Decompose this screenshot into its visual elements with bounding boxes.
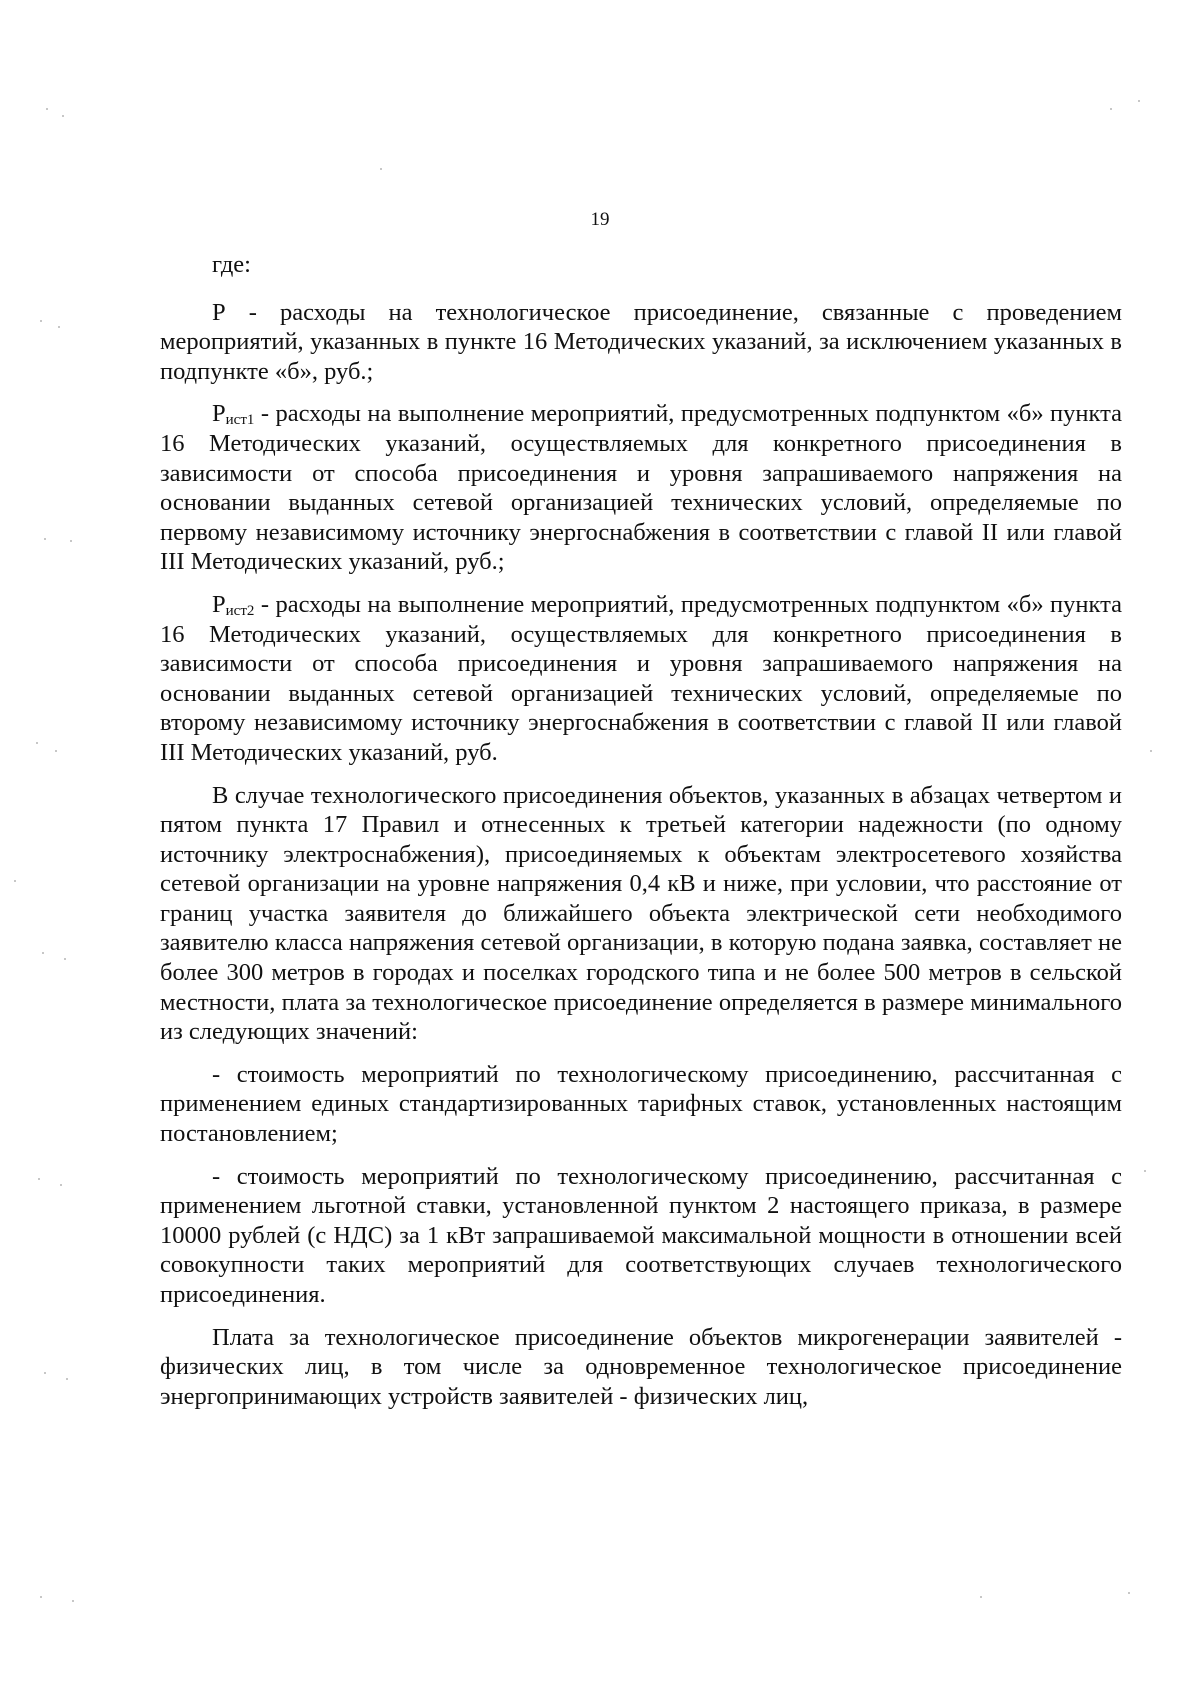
term-p-ist2 [212,591,254,618]
paragraph-cost-standard-rates: - стоимость мероприятий по технологическому присоединению, рассчитанная с применением единых стандартизированных тарифных ставок, установленных настоящим постановлением; [160,1060,1122,1148]
paragraph-connection-case: В случае технологического присоединения объектов, указанных в абзацах четвертом и пятом пункта 17 Правил и отнесенных к третьей категории надежности (по одному источнику электроснабжения), присоединяемых к объектам электросетевого хозяйства сетевой организации на уровне напряжения 0,4 кВ и ниже, при условии, что расстояние от границ участка заявителя до ближайшего объекта электрической сети необходимого заявителю класса напряжения сетевой организации, в которую подана заявка, составляет не более 300 метров в городах и поселках городского типа и не более 500 метров в сельской местности, плата за технологическое присоединение определяется в размере минимального из следующих значений: [160,781,1122,1046]
paragraph-where: где: [212,251,251,278]
page-number: 19 [590,209,610,230]
scan-speck [55,750,57,752]
term-p-ist1-main: Р [212,400,226,428]
paragraph-p-definition: Р - расходы на технологическое присоединение, связанные с проведением мероприятий, указанных в пункте 16 Методических указаний, за исключением указанных в подпункте «б», руб.; [160,298,1122,385]
scan-speck [36,742,38,744]
paragraph-p-ist2-text: - расходы на выполнение мероприятий, предусмотренных подпунктом «б» пункта 16 Методических указаний, осуществляемых для конкретного присоединения в зависимости от способа присоединения и уровня запрашиваемого напряжения на основании выданных сетевой организацией технических условий, определяемые по второму независимому источнику энергоснабжения в соответствии с главой II или главой III Методических указаний, руб. [160,590,1122,766]
term-p-ist1 [212,400,254,427]
scan-speck [1110,108,1112,110]
scan-speck [62,115,64,117]
paragraph-p-ist1-text: - расходы на выполнение мероприятий, предусмотренных подпунктом «б» пункта 16 Методических указаний, осуществляемых для конкретного присоединения в зависимости от способа присоединения и уровня запрашиваемого напряжения на основании выданных сетевой организацией технических условий, определяемые по первому независимому источнику энергоснабжения в соответствии с главой II или главой III Методических указаний, руб.; [160,400,1122,576]
paragraph-p-ist1-definition [160,399,1122,577]
scan-speck [1150,750,1152,752]
scan-speck [60,1184,62,1186]
paragraph-p-ist2-definition [160,590,1122,768]
scan-speck [38,1178,40,1180]
scan-speck [40,320,42,322]
scan-speck [1138,100,1140,102]
scan-speck [64,958,66,960]
scan-speck [72,1600,74,1602]
scan-speck [44,538,46,540]
term-p-ist2-subscript: ист2 [225,602,255,619]
scan-speck [70,540,72,542]
scan-speck [1144,1170,1146,1172]
paragraph-cost-preferential-rate: - стоимость мероприятий по технологическому присоединению, рассчитанная с применением льготной ставки, установленной пунктом 2 настоящего приказа, в размере 10000 рублей (с НДС) за 1 кВт запрашиваемой максимальной мощности в отношении всей совокупности таких мероприятий для соответствующих случаев технологического присоединения. [160,1162,1122,1308]
paragraph-microgeneration-fee: Плата за технологическое присоединение объектов микрогенерации заявителей - физических лиц, в том числе за одновременное технологическое присоединение энергопринимающих устройств заявителей - физических лиц, [160,1323,1122,1410]
scan-speck [980,1596,982,1598]
scan-speck [380,168,382,170]
scan-speck [42,952,44,954]
scan-speck [66,1378,68,1380]
scan-speck [1128,1592,1130,1594]
scan-speck [58,326,60,328]
scan-speck [46,108,48,110]
term-p-ist2-main: Р [212,590,226,618]
scan-speck [14,880,16,882]
scan-speck [40,1596,42,1598]
term-p-ist1-subscript: ист1 [225,412,255,429]
document-body [160,250,1122,1424]
scan-speck [44,1372,46,1374]
